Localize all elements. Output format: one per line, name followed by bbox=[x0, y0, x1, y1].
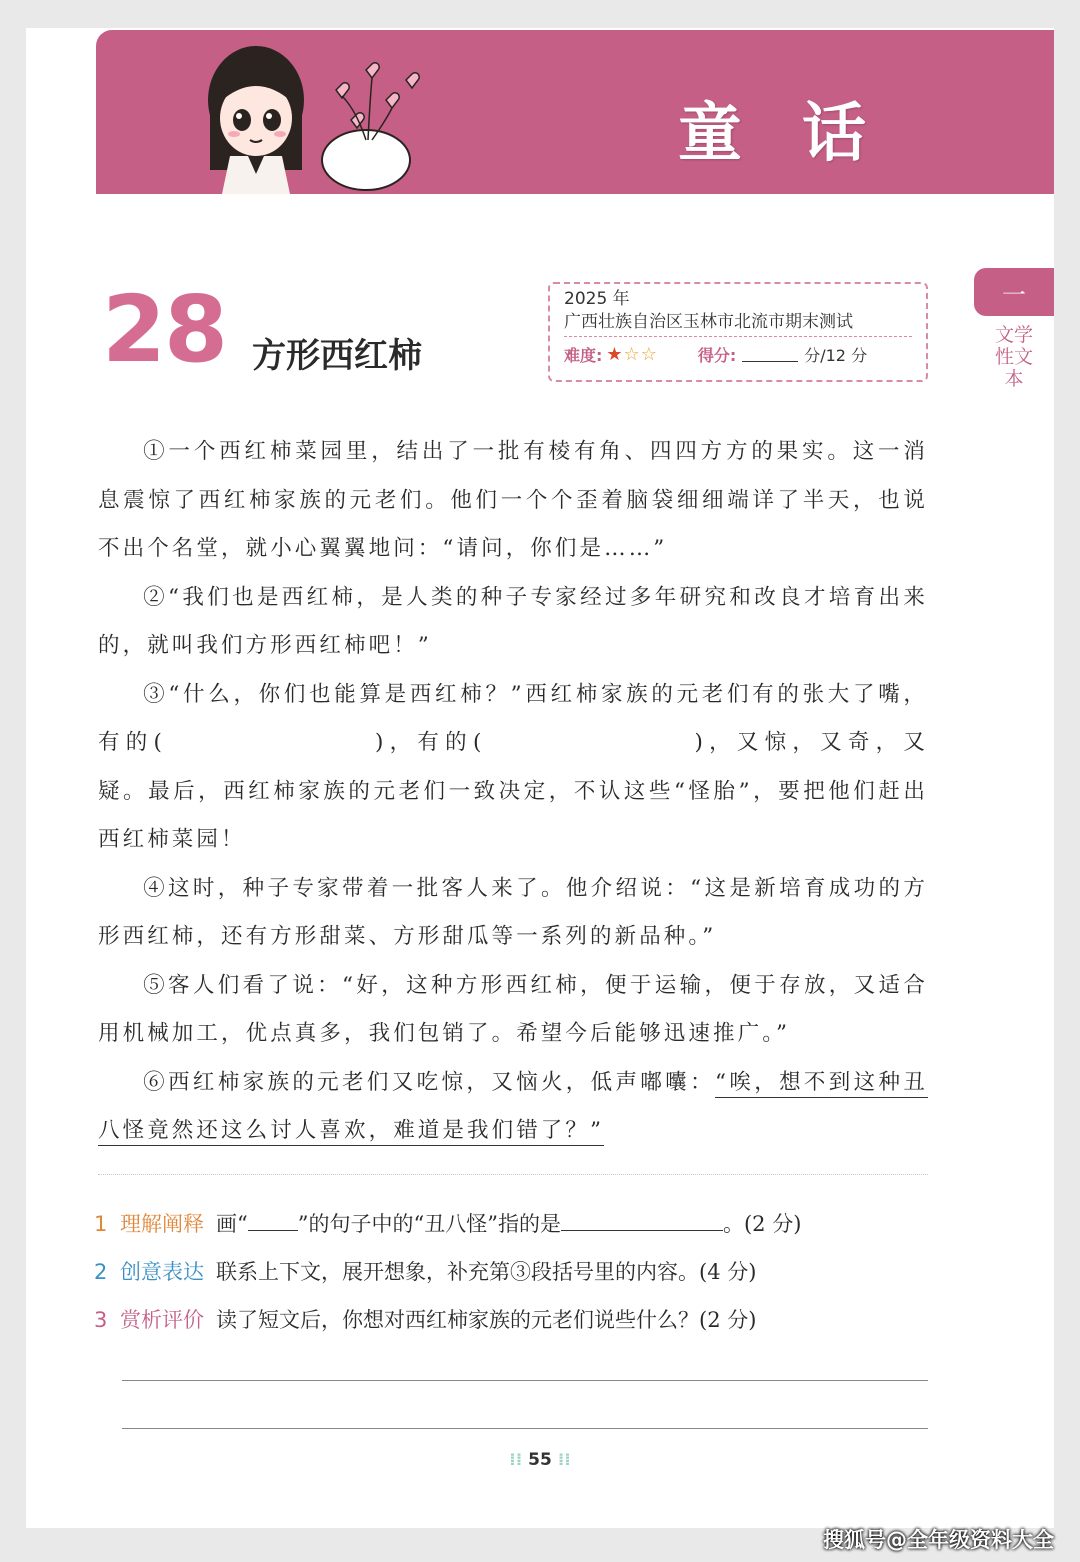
question-text: 读了短文后，你想对西红柿家族的元老们说些什么？(2 分) bbox=[216, 1308, 757, 1332]
star-filled-icon: ★ bbox=[606, 344, 624, 365]
paragraph-5: ⑤客人们看了说：“好，这种方形西红柿，便于运输，便于存放，又适合用机械加工，优点真多，我们包销了。希望今后能够迅速推广。” bbox=[98, 972, 928, 1046]
paragraph-3-part-b: )，有的( bbox=[375, 730, 485, 755]
score-label: 得分: bbox=[697, 346, 737, 365]
paragraph-3 bbox=[98, 671, 928, 865]
answer-line[interactable] bbox=[122, 1428, 928, 1429]
page-dots-left-icon: ⁞⁞ bbox=[509, 1450, 523, 1470]
question-number: 3 bbox=[94, 1308, 108, 1332]
question-text: 联系上下文，展开想象，补充第③段括号里的内容。(4 分) bbox=[216, 1260, 757, 1284]
star-empty-icon: ☆ bbox=[640, 344, 658, 365]
page-number-value: 55 bbox=[528, 1450, 552, 1470]
question-text-c: 。(2 分) bbox=[722, 1212, 802, 1236]
header-banner bbox=[96, 30, 1054, 194]
workbook-page bbox=[26, 28, 1054, 1528]
page-number bbox=[26, 1450, 1054, 1470]
paragraph-6-part-a: ⑥西红柿家族的元老们又吃惊，又恼火，低声嘟囔： bbox=[143, 1069, 715, 1095]
difficulty-score-row bbox=[564, 343, 912, 366]
question-2 bbox=[94, 1248, 944, 1296]
lesson-title: 方形西红柿 bbox=[252, 336, 422, 376]
paragraph-2: ②“我们也是西红柿，是人类的种子专家经过多年研究和改良才培育出来的，就叫我们方形西红柿吧！” bbox=[98, 584, 928, 658]
section-divider bbox=[98, 1174, 928, 1175]
difficulty-stars bbox=[606, 344, 657, 365]
question-number: 1 bbox=[94, 1212, 108, 1236]
category-title: 童话 bbox=[678, 97, 926, 171]
question-3 bbox=[94, 1296, 944, 1344]
score-blank[interactable] bbox=[742, 347, 798, 362]
question-1 bbox=[94, 1200, 944, 1248]
difficulty-label: 难度: bbox=[564, 346, 603, 365]
paragraph-3-part-a: ③“什么，你们也能算是西红柿？”西红柿家族的元老们有的张大了嘴，有的( bbox=[98, 681, 928, 755]
paragraph-4: ④这时，种子专家带着一批客人来了。他介绍说：“这是新培育成功的方形西红柿，还有方形甜菜、方形甜瓜等一系列的新品种。” bbox=[98, 875, 928, 949]
question-tag: 理解阐释 bbox=[120, 1212, 204, 1236]
question-text-a: 画“ bbox=[216, 1212, 248, 1236]
answer-line[interactable] bbox=[122, 1380, 928, 1381]
underlined-sentence: “唉，想不到这种丑八怪竟然还这么讨人喜欢，难道是我们错了？” bbox=[98, 1070, 928, 1147]
score-suffix: 分/12 分 bbox=[804, 346, 868, 365]
paragraph-3-part-c: )，又惊，又奇，又疑。最后，西红柿家族的元老们一致决定，不认这些“怪胎”，要把他们赶出西红柿菜园！ bbox=[98, 730, 928, 852]
question-tag: 赏析评价 bbox=[120, 1308, 204, 1332]
watermark: 搜狐号@全年级资料大全 bbox=[823, 1528, 1054, 1552]
section-vertical-label: 文学性文本 bbox=[994, 324, 1033, 390]
passage bbox=[98, 428, 928, 1156]
page-dots-right-icon: ⁞⁞ bbox=[557, 1450, 571, 1470]
lesson-number: 28 bbox=[102, 276, 227, 383]
cartoon-girl-illustration bbox=[186, 30, 426, 194]
paragraph-6 bbox=[98, 1059, 928, 1156]
paragraph-1: ①一个西红柿菜园里，结出了一批有棱有角、四四方方的果实。这一消息震惊了西红柿家族的元老们。他们一个个歪着脑袋细细端详了半天，也说不出个名堂，就小心翼翼地问：“请问，你们是……” bbox=[98, 439, 928, 561]
exam-name: 广西壮族自治区玉林市北流市期末测试 bbox=[564, 310, 912, 337]
star-empty-icon: ☆ bbox=[623, 344, 641, 365]
question-1-blank-a[interactable] bbox=[248, 1210, 298, 1231]
question-list bbox=[94, 1200, 944, 1344]
question-text-b: ”的句子中的“丑八怪”指的是 bbox=[297, 1212, 561, 1236]
question-1-answer-blank[interactable] bbox=[561, 1210, 723, 1231]
exam-year: 2025 年 bbox=[564, 289, 630, 309]
exam-info-box bbox=[548, 282, 928, 382]
section-tab: 一 bbox=[974, 268, 1054, 316]
question-tag: 创意表达 bbox=[120, 1260, 204, 1284]
question-number: 2 bbox=[94, 1260, 108, 1284]
